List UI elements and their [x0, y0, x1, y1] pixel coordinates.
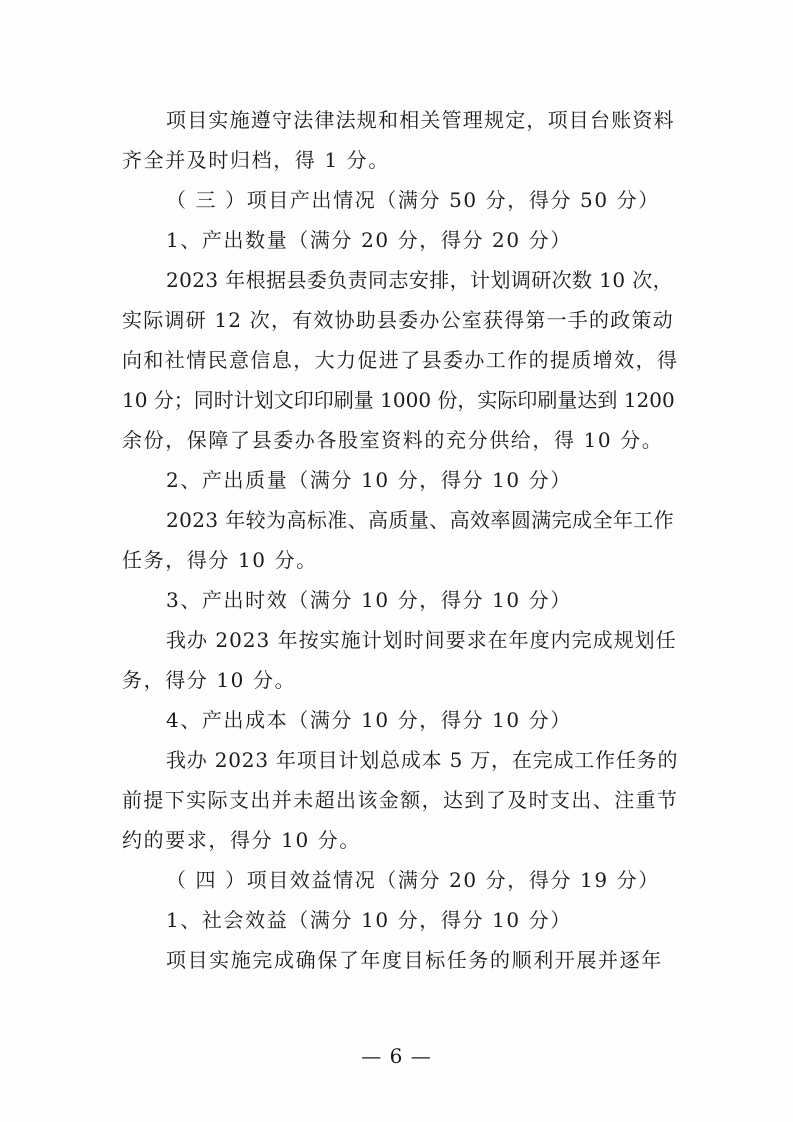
document-body [122, 100, 678, 980]
subsection-heading: 1、产出数量（满分 20 分，得分 20 分） [166, 228, 572, 252]
text-line: 项目实施遵守法律法规和相关管理规定，项目台账资料 [166, 108, 675, 132]
text-line: 约的要求，得分 10 分。 [122, 828, 361, 852]
text-line: 务，得分 10 分。 [122, 668, 297, 692]
text-line: 2023 年根据县委负责同志安排，计划调研次数 10 次， [166, 268, 674, 292]
text-line: 向和社情民意信息，大力促进了县委办工作的提质增效，得 [122, 348, 679, 372]
page-number: — 6 — [361, 1044, 432, 1068]
text-line: 我办 2023 年项目计划总成本 5 万，在完成工作任务的 [166, 748, 679, 772]
subsection-heading: 2、产出质量（满分 10 分，得分 10 分） [166, 468, 572, 492]
section-heading: （ 四 ）项目效益情况（满分 20 分，得分 19 分） [166, 868, 660, 892]
text-line: 余份，保障了县委办各股室资料的充分供给，得 10 分。 [122, 428, 664, 452]
text-line: 10 分；同时计划文印印刷量 1000 份，实际印刷量达到 1200 [122, 388, 675, 412]
subsection-heading: 1、社会效益（满分 10 分，得分 10 分） [166, 908, 572, 932]
text-line: 我办 2023 年按实施计划时间要求在年度内完成规划任 [166, 628, 677, 652]
text-line: 2023 年较为高标准、高质量、高效率圆满完成全年工作 [166, 508, 675, 532]
subsection-heading: 3、产出时效（满分 10 分，得分 10 分） [166, 588, 572, 612]
text-line: 前提下实际支出并未超出该金额，达到了及时支出、注重节 [122, 788, 679, 812]
section-heading: （ 三 ）项目产出情况（满分 50 分，得分 50 分） [166, 188, 660, 212]
text-line: 项目实施完成确保了年度目标任务的顺利开展并逐年 [166, 948, 663, 972]
text-line: 实际调研 12 次，有效协助县委办公室获得第一手的政策动 [122, 308, 674, 332]
text-line: 任务，得分 10 分。 [122, 548, 318, 572]
text-line: 齐全并及时归档，得 1 分。 [122, 148, 390, 172]
subsection-heading: 4、产出成本（满分 10 分，得分 10 分） [166, 708, 572, 732]
